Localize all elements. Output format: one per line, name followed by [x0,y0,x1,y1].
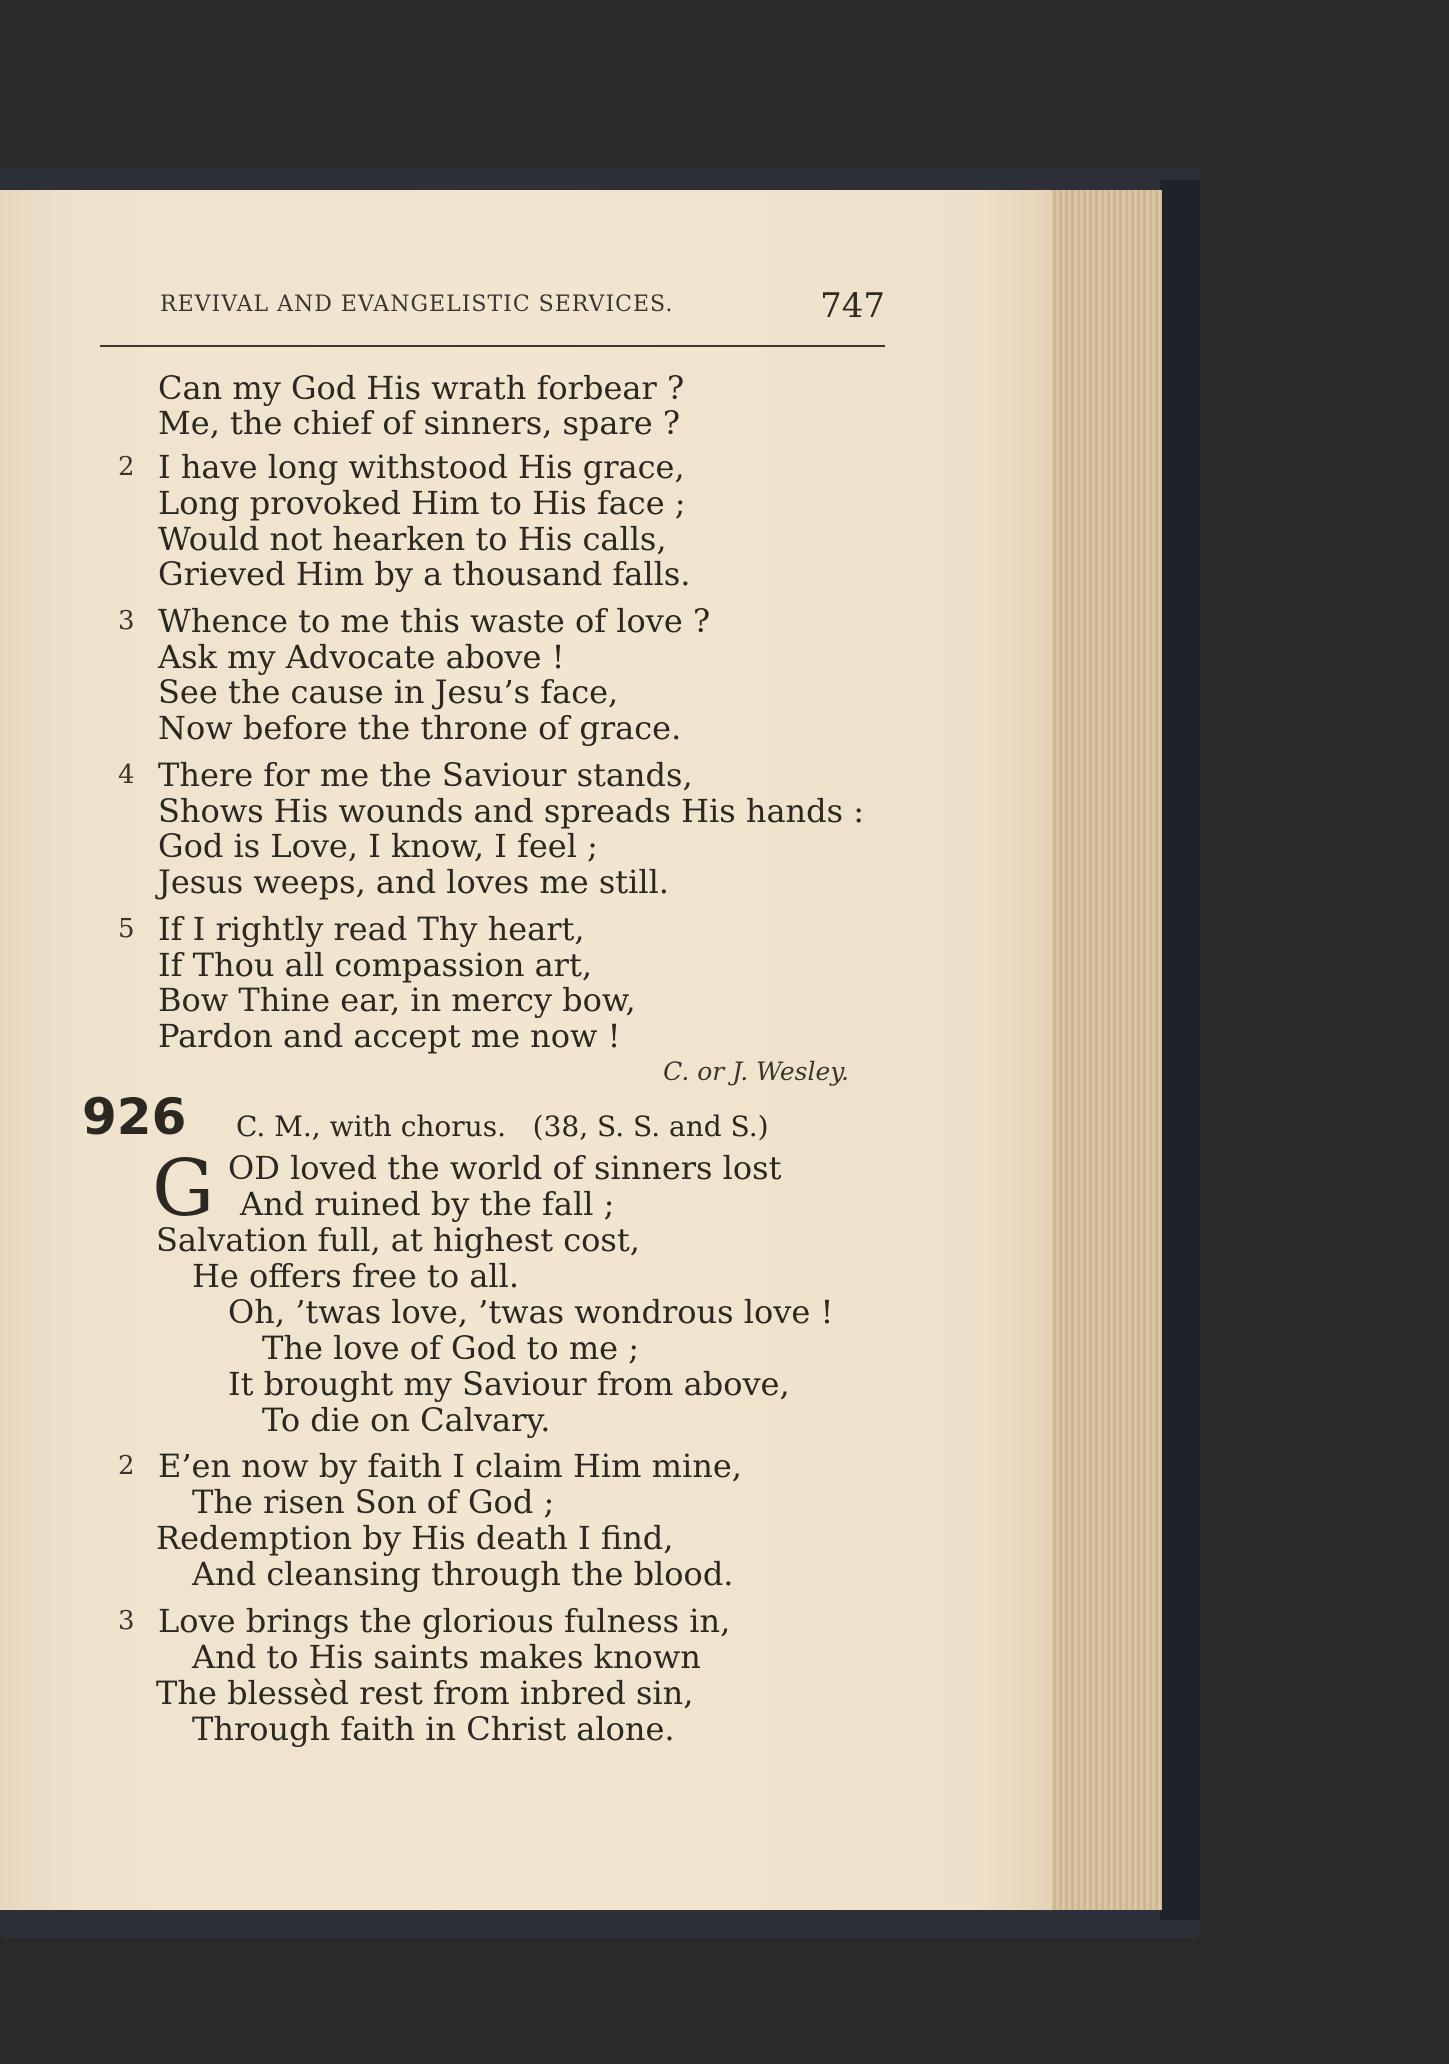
hymn-line: Would not hearken to His calls, [158,520,667,558]
hymn-line: Redemption by His death I find, [156,1519,674,1557]
hymn-line: See the cause in Jesu’s face, [158,673,619,711]
hymn-meter [236,1110,769,1143]
hymn-line: Now before the throne of grace. [158,709,682,747]
verse-number: 3 [118,606,135,636]
hymn-line: God is Love, I know, I feel ; [158,827,598,865]
hymn-line: There for me the Saviour stands, [158,756,693,794]
hymn-line: Long provoked Him to His face ; [158,484,686,522]
hymn-line: If Thou all compassion art, [158,946,592,984]
verse-number: 2 [118,1451,135,1481]
hymn-line: Ask my Advocate above ! [158,638,565,676]
chorus-line: Oh, ’twas love, ’twas wondrous love ! [228,1293,834,1331]
verse-number: 4 [118,760,135,790]
chorus-line: It brought my Saviour from above, [228,1365,790,1403]
hymn-line: And to His saints makes known [192,1638,701,1676]
hymn-line: Jesus weeps, and loves me still. [158,863,669,901]
hymn-line: I have long withstood His grace, [158,448,685,486]
hymn-line: Love brings the glorious fulness in, [158,1602,731,1640]
hymn-line: Can my God His wrath forbear ? [158,369,685,407]
drop-cap: G [152,1144,215,1234]
hymn-line: Whence to me this waste of love ? [158,602,711,640]
attribution: C. or J. Wesley. [663,1057,849,1086]
page-number: 747 [820,286,885,326]
hymn-line: OD loved the world of sinners lost [228,1149,782,1187]
running-header [160,288,885,328]
hymn-line: Through faith in Christ alone. [192,1710,675,1748]
chorus-line: To die on Calvary. [262,1401,551,1439]
hymn-line: Salvation full, at highest cost, [156,1221,640,1259]
hymn-number: 926 [82,1088,187,1146]
hymn-line: Shows His wounds and spreads His hands : [158,792,864,830]
hymn-line: And cleansing through the blood. [192,1555,734,1593]
section-title: REVIVAL AND EVANGELISTIC SERVICES. [160,292,674,317]
hymn-line: Pardon and accept me now ! [158,1017,621,1055]
verse-number: 3 [118,1606,135,1636]
meter-text: C. M., with chorus. [236,1110,506,1143]
hymn-line: The blessèd rest from inbred sin, [156,1674,694,1712]
tune-reference: (38, S. S. and S.) [532,1110,769,1143]
header-rule [100,345,885,347]
hymn-line: If I rightly read Thy heart, [158,910,585,948]
hymn-line: Grieved Him by a thousand falls. [158,555,691,593]
hymn-line: And ruined by the fall ; [240,1185,615,1223]
verse-number: 2 [118,452,135,482]
hymn-line: He offers free to all. [192,1257,520,1295]
hymn-line: The risen Son of God ; [192,1483,555,1521]
verse-number: 5 [118,914,135,944]
book-spine [1160,180,1200,1920]
hymn-line: Bow Thine ear, in mercy bow, [158,981,636,1019]
chorus-line: The love of God to me ; [262,1329,640,1367]
page-edges [1052,190,1162,1910]
hymn-line: E’en now by faith I claim Him mine, [158,1447,742,1485]
hymn-line: Me, the chief of sinners, spare ? [158,404,681,442]
